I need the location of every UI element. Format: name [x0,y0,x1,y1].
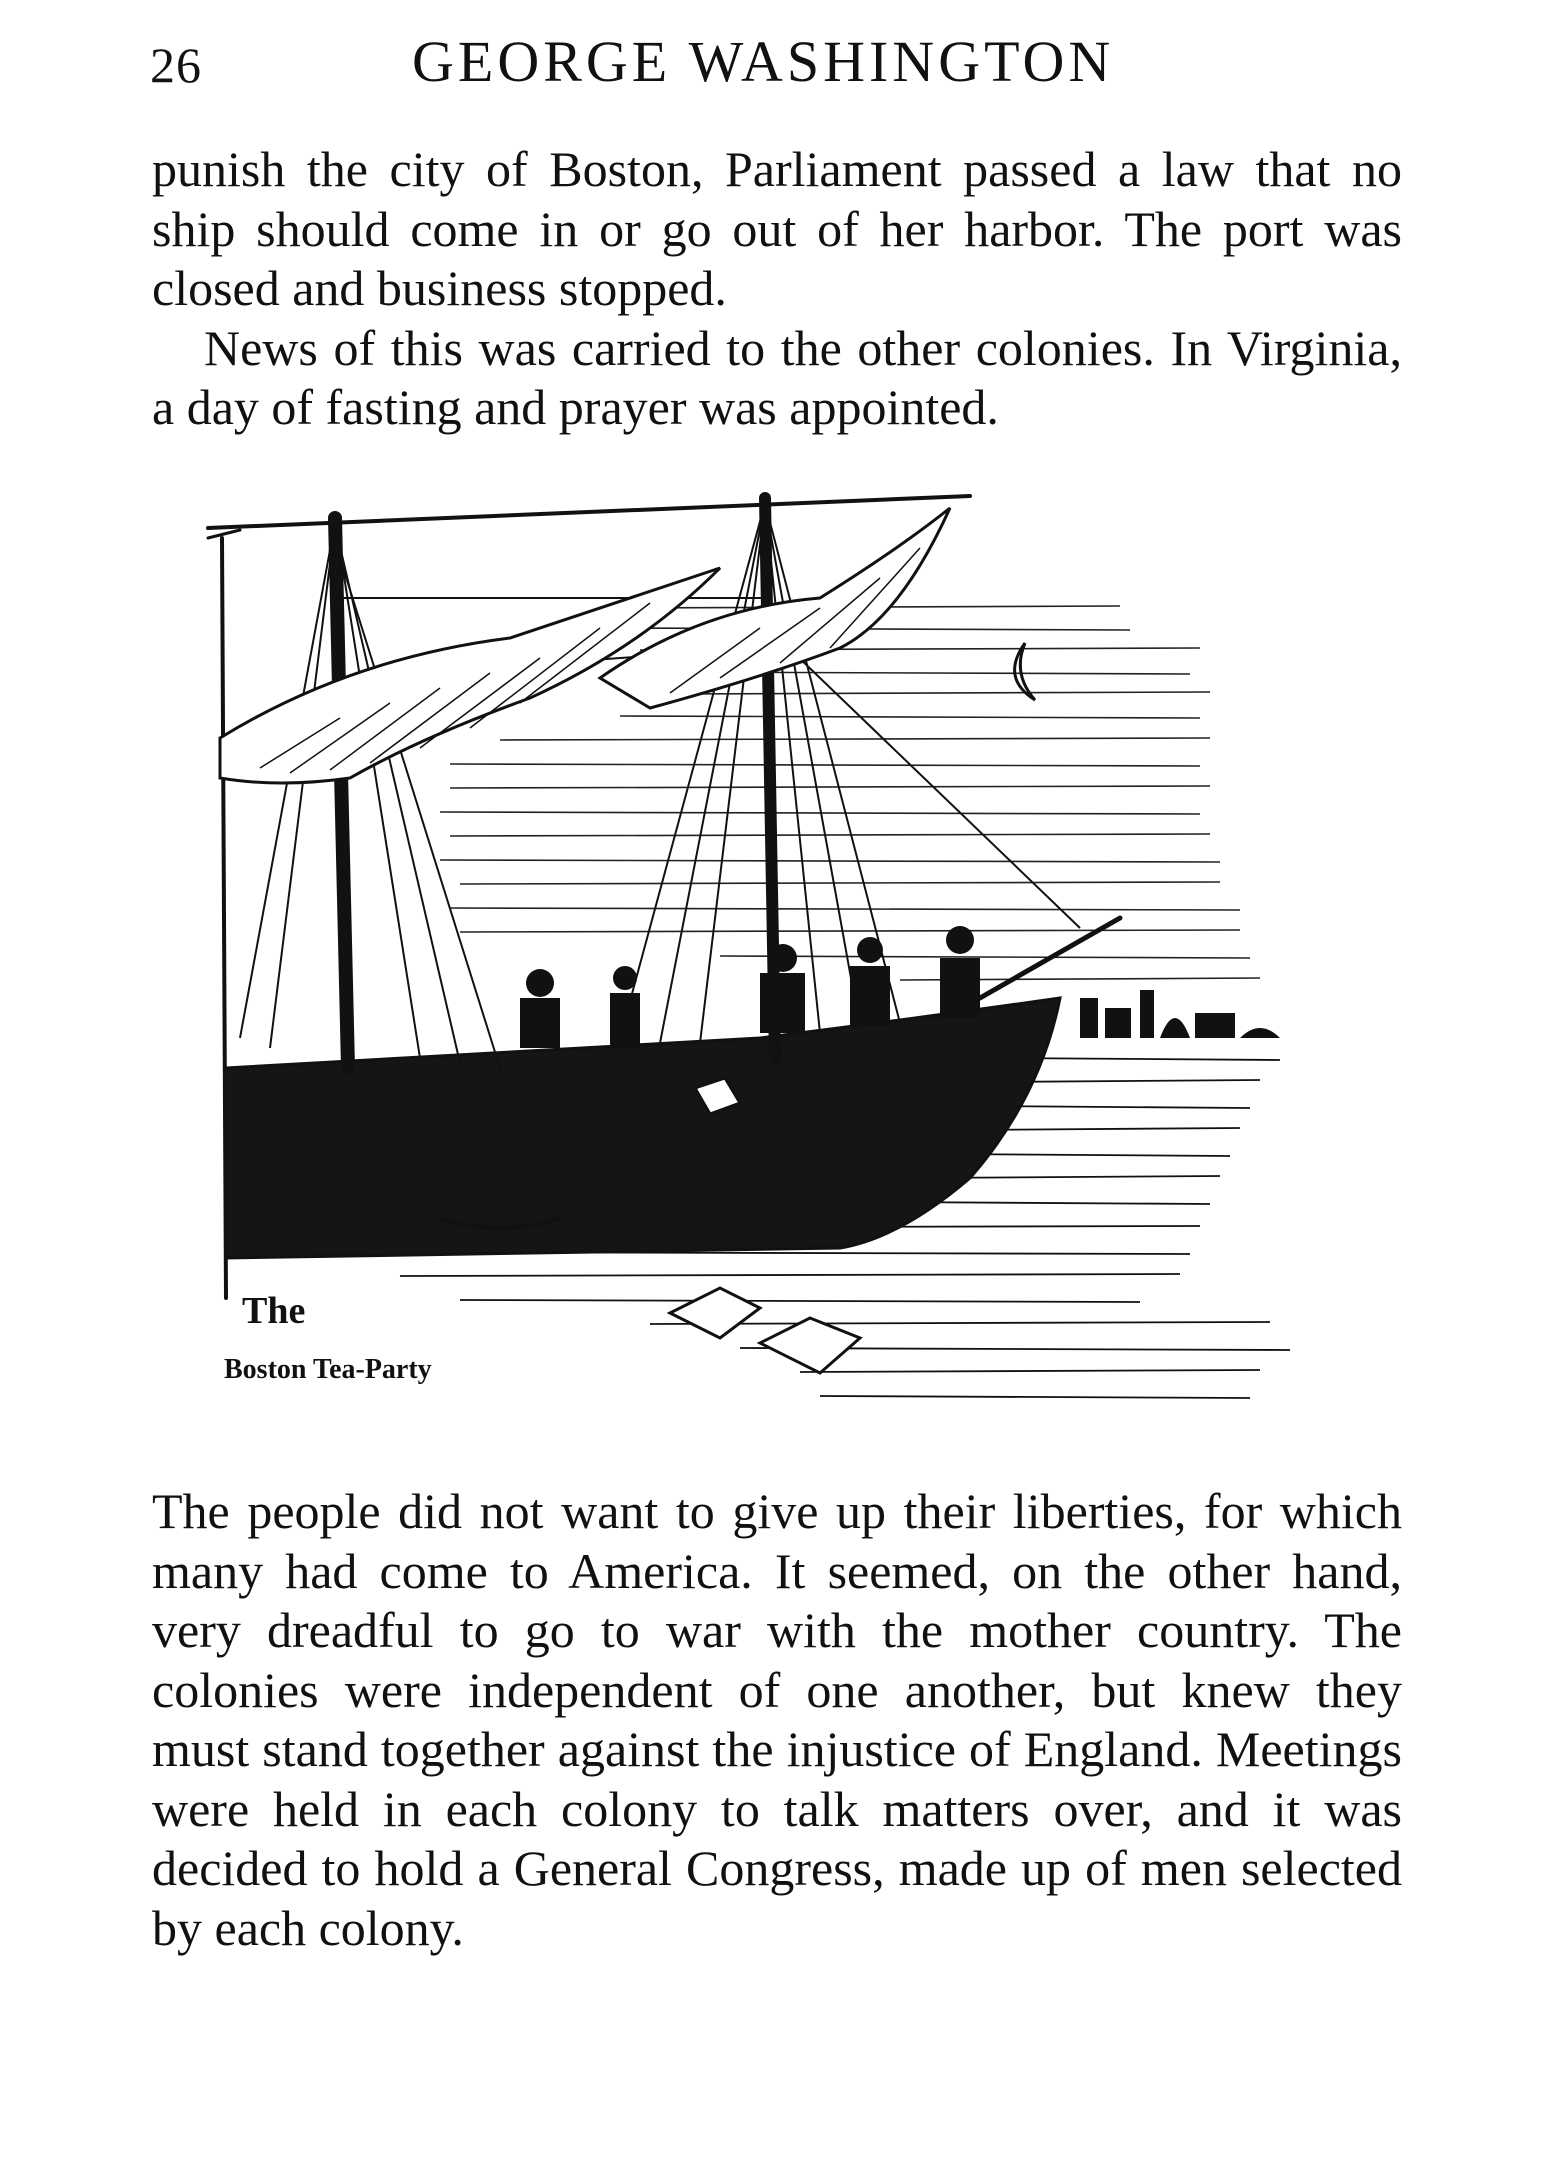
caption-line2: Boston Tea-Party [224,1354,432,1385]
distant-town [1080,990,1280,1038]
ship-drawing [200,478,1340,1438]
top-text-block [152,140,1402,438]
bottom-text-block [152,1482,1402,1958]
paragraph-liberties: The people did not want to give up their liberties, for which many had come to America. It seemed, on the other hand, very dreadful to go to war with the mother country. The colonies were independent of one another, but knew they must stand together against the injustice of England. Meetings were held in each colony to talk matters over, and it was decided to hold a General Congress, made up of men selected by each colony. [152,1483,1402,1956]
moon-icon [1015,643,1035,700]
running-head [150,28,1400,108]
page-number: 26 [150,37,202,93]
paragraph-continued: punish the city of Boston, Parliament passed a law that no ship should come in or go out of her harbor. The port was closed and business stopped. [152,141,1402,316]
frame-top-line [208,496,970,528]
caption-line1: The [242,1290,306,1332]
boston-tea-party-illustration [200,478,1340,1438]
main-mast [335,518,348,1068]
masts [335,498,1120,1068]
paragraph-news: News of this was carried to the other colonies. In Virginia, a day of fasting and prayer was appointed. [152,319,1402,435]
running-title: GEORGE WASHINGTON [412,29,1115,94]
